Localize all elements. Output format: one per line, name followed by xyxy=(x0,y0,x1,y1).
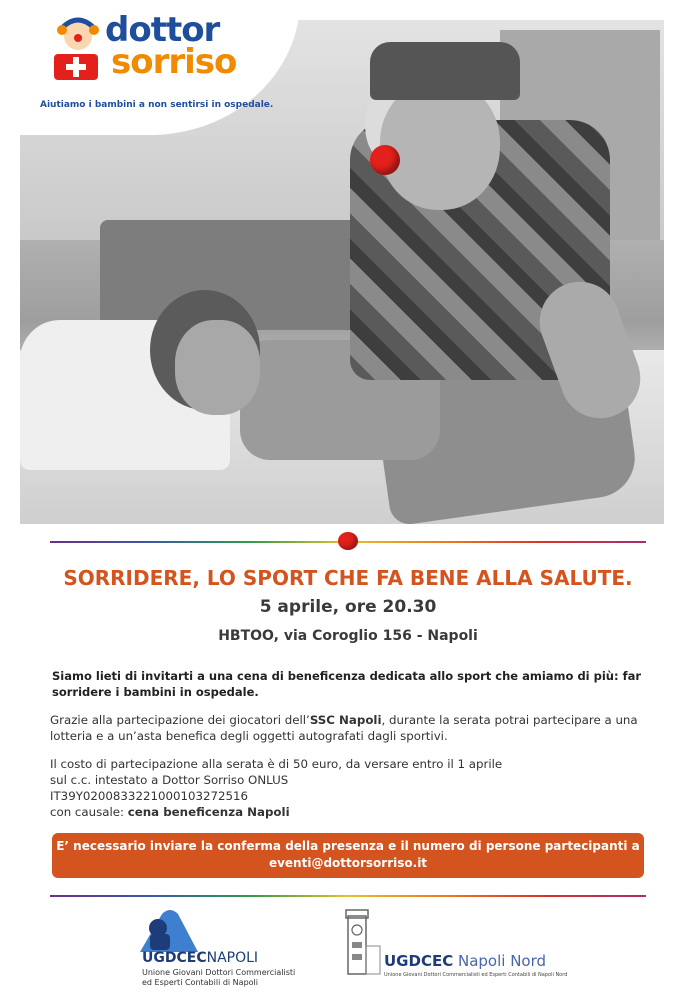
red-nose-dot-icon xyxy=(338,532,358,550)
ugdcec-napoli-sub-line2: ed Esperti Contabili di Napoli xyxy=(142,978,258,987)
players-text-start: Grazie alla partecipazione dei giocatori dell’ xyxy=(50,713,310,727)
payment-paragraph xyxy=(50,756,660,820)
intro-paragraph: Siamo lieti di invitarti a una cena di beneficenza dedicata allo sport che amiamo di più: far sorridere i bambini in ospedale. xyxy=(52,669,642,699)
payment-account-line: sul c.c. intestato a Dottor Sorriso ONLUS xyxy=(50,773,289,787)
logo-tagline: Aiutiamo i bambini a non sentirsi in ospedale. xyxy=(40,100,274,110)
payment-iban: IT39Y0200833221000103272516 xyxy=(50,789,249,803)
ugdcec-napoli-title xyxy=(142,950,258,966)
ugdcec-napoli-nord-subtitle: Unione Giovani Dottori Commercialisti ed Esperti Contabili di Napoli Nord xyxy=(384,972,568,978)
castle-tower-icon xyxy=(342,906,382,978)
event-headline: SORRIDERE, LO SPORT CHE FA BENE ALLA SALUTE. xyxy=(63,566,633,590)
ugdcec-napoli-logo xyxy=(140,906,320,986)
payment-causale-line xyxy=(50,804,660,820)
causale-value: cena beneficenza Napoli xyxy=(127,805,290,819)
event-venue: HBTOO, via Coroglio 156 - Napoli xyxy=(218,628,478,644)
vesuvio-lion-icon xyxy=(140,906,198,952)
ssc-napoli-label: SSC Napoli xyxy=(309,713,382,727)
ugdcec-napoli-nord-logo xyxy=(342,906,568,986)
ugdcec-napoli-nord-title-light: Napoli Nord xyxy=(453,952,547,970)
logo-wordmark xyxy=(105,10,237,82)
ugdcec-napoli-subtitle xyxy=(142,968,295,988)
event-date: 5 aprile, ore 20.30 xyxy=(259,597,437,617)
ugdcec-napoli-nord-title-bold: UGDCEC xyxy=(384,952,454,970)
players-text-end: , durante la serata potrai partecipare a una lotteria e a un’asta benefica degli oggetti autografati dagli sportivi. xyxy=(50,713,638,743)
rsvp-email-link[interactable]: eventi@dottorsorriso.it xyxy=(268,856,428,870)
causale-label: con causale: xyxy=(50,805,128,819)
ugdcec-napoli-title-thin: NAPOLI xyxy=(206,950,259,966)
ugdcec-napoli-sub-line1: Unione Giovani Dottori Commercialisti xyxy=(142,968,296,977)
ugdcec-napoli-nord-title xyxy=(384,952,546,970)
rsvp-banner xyxy=(52,833,644,878)
ugdcec-napoli-title-bold: UGDCEC xyxy=(142,950,207,966)
photo-child-face xyxy=(175,320,260,415)
logo-line-sorriso: sorriso xyxy=(111,42,237,82)
rainbow-divider-bottom xyxy=(50,895,646,897)
clown-logo-icon xyxy=(48,14,106,86)
players-paragraph xyxy=(50,712,660,744)
payment-cost-line: Il costo di partecipazione alla serata è di 50 euro, da versare entro il 1 aprile xyxy=(50,757,503,771)
rsvp-text: E’ necessario inviare la conferma della presenza e il numero di persone partecipanti a xyxy=(56,839,640,853)
clown-red-nose xyxy=(370,145,400,175)
logo-line-dottor: dottor xyxy=(105,10,220,50)
photo-clown-hat xyxy=(370,42,520,100)
